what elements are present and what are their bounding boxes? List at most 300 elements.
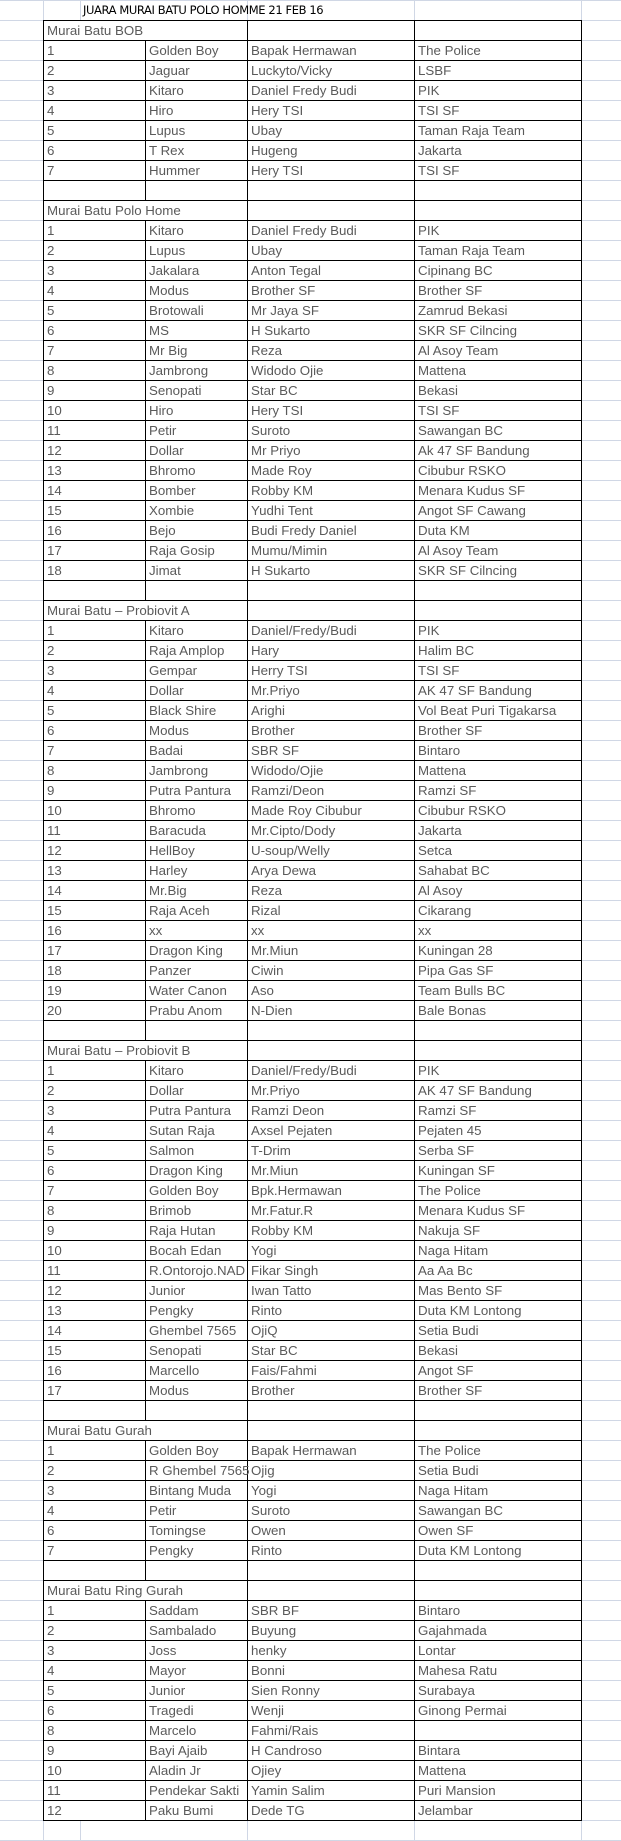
rank-cell[interactable]: 4 <box>44 1661 146 1681</box>
owner-cell[interactable]: Ramzi Deon <box>248 1101 415 1121</box>
bird-name-cell[interactable]: Kitaro <box>146 621 248 641</box>
rank-cell[interactable]: 9 <box>44 381 146 401</box>
team-cell[interactable]: Sahabat BC <box>415 861 582 881</box>
owner-cell[interactable]: Hary <box>248 641 415 661</box>
team-cell[interactable]: Ramzi SF <box>415 781 582 801</box>
rank-cell[interactable]: 7 <box>44 1541 146 1561</box>
empty-cell[interactable] <box>146 1021 248 1041</box>
owner-cell[interactable]: Iwan Tatto <box>248 1281 415 1301</box>
bird-name-cell[interactable]: Putra Pantura <box>146 1101 248 1121</box>
rank-cell[interactable]: 15 <box>44 901 146 921</box>
rank-cell[interactable]: 4 <box>44 101 146 121</box>
team-cell[interactable]: Jelambar <box>415 1801 582 1821</box>
rank-cell[interactable]: 7 <box>44 741 146 761</box>
owner-cell[interactable]: Star BC <box>248 1341 415 1361</box>
owner-cell[interactable]: Daniel/Fredy/Budi <box>248 1061 415 1081</box>
section-heading[interactable]: Murai Batu BOB <box>44 21 248 41</box>
team-cell[interactable]: SKR SF Cilncing <box>415 321 582 341</box>
team-cell[interactable]: PIK <box>415 221 582 241</box>
team-cell[interactable]: Halim BC <box>415 641 582 661</box>
bird-name-cell[interactable]: Jambrong <box>146 761 248 781</box>
team-cell[interactable]: Mahesa Ratu <box>415 1661 582 1681</box>
owner-cell[interactable]: Made Roy <box>248 461 415 481</box>
bird-name-cell[interactable]: Baracuda <box>146 821 248 841</box>
team-cell[interactable]: Kuningan SF <box>415 1161 582 1181</box>
team-cell[interactable]: Mas Bento SF <box>415 1281 582 1301</box>
bird-name-cell[interactable]: Dollar <box>146 441 248 461</box>
rank-cell[interactable]: 17 <box>44 941 146 961</box>
empty-cell[interactable] <box>44 1021 146 1041</box>
empty-cell[interactable] <box>415 1021 582 1041</box>
owner-cell[interactable]: Mr.Fatur.R <box>248 1201 415 1221</box>
rank-cell[interactable]: 6 <box>44 721 146 741</box>
bird-name-cell[interactable]: Prabu Anom <box>146 1001 248 1021</box>
team-cell[interactable]: Taman Raja Team <box>415 241 582 261</box>
bird-name-cell[interactable]: Senopati <box>146 381 248 401</box>
owner-cell[interactable]: Suroto <box>248 421 415 441</box>
owner-cell[interactable]: Reza <box>248 881 415 901</box>
owner-cell[interactable]: Bpk.Hermawan <box>248 1181 415 1201</box>
team-cell[interactable]: Duta KM Lontong <box>415 1301 582 1321</box>
team-cell[interactable]: Pipa Gas SF <box>415 961 582 981</box>
owner-cell[interactable]: Ciwin <box>248 961 415 981</box>
team-cell[interactable]: Mattena <box>415 1761 582 1781</box>
team-cell[interactable]: xx <box>415 921 582 941</box>
owner-cell[interactable]: Yogi <box>248 1481 415 1501</box>
bird-name-cell[interactable]: Mayor <box>146 1661 248 1681</box>
owner-cell[interactable]: Widodo Ojie <box>248 361 415 381</box>
team-cell[interactable]: AK 47 SF Bandung <box>415 1081 582 1101</box>
team-cell[interactable]: Owen SF <box>415 1521 582 1541</box>
owner-cell[interactable]: Aso <box>248 981 415 1001</box>
team-cell[interactable] <box>415 1721 582 1741</box>
bird-name-cell[interactable]: Raja Hutan <box>146 1221 248 1241</box>
bird-name-cell[interactable]: Jakalara <box>146 261 248 281</box>
owner-cell[interactable]: Herry TSI <box>248 661 415 681</box>
empty-cell[interactable] <box>146 181 248 201</box>
team-cell[interactable]: Sawangan BC <box>415 1501 582 1521</box>
rank-cell[interactable]: 12 <box>44 1281 146 1301</box>
team-cell[interactable]: Bintaro <box>415 741 582 761</box>
team-cell[interactable]: Angot SF Cawang <box>415 501 582 521</box>
owner-cell[interactable]: Fikar Singh <box>248 1261 415 1281</box>
team-cell[interactable]: SKR SF Cilncing <box>415 561 582 581</box>
rank-cell[interactable]: 9 <box>44 1741 146 1761</box>
empty-cell[interactable] <box>248 1021 415 1041</box>
owner-cell[interactable]: Mr.Priyo <box>248 1081 415 1101</box>
owner-cell[interactable]: Bapak Hermawan <box>248 1441 415 1461</box>
team-cell[interactable]: Naga Hitam <box>415 1241 582 1261</box>
rank-cell[interactable]: 12 <box>44 441 146 461</box>
section-heading[interactable]: Murai Batu – Probiovit A <box>44 601 248 621</box>
bird-name-cell[interactable]: Mr Big <box>146 341 248 361</box>
team-cell[interactable]: Bale Bonas <box>415 1001 582 1021</box>
team-cell[interactable]: Gajahmada <box>415 1621 582 1641</box>
team-cell[interactable]: The Police <box>415 1181 582 1201</box>
bird-name-cell[interactable]: Modus <box>146 1381 248 1401</box>
bird-name-cell[interactable]: Bhromo <box>146 461 248 481</box>
team-cell[interactable]: Cibubur RSKO <box>415 461 582 481</box>
empty-cell[interactable] <box>415 1581 582 1601</box>
team-cell[interactable]: Lontar <box>415 1641 582 1661</box>
empty-cell[interactable] <box>248 1561 415 1581</box>
bird-name-cell[interactable]: Petir <box>146 421 248 441</box>
bird-name-cell[interactable]: Kitaro <box>146 221 248 241</box>
owner-cell[interactable]: Arya Dewa <box>248 861 415 881</box>
rank-cell[interactable]: 15 <box>44 1341 146 1361</box>
team-cell[interactable]: Jakarta <box>415 141 582 161</box>
empty-cell[interactable] <box>248 21 415 41</box>
bird-name-cell[interactable]: Ghembel 7565 <box>146 1321 248 1341</box>
bird-name-cell[interactable]: Water Canon <box>146 981 248 1001</box>
rank-cell[interactable]: 14 <box>44 1321 146 1341</box>
owner-cell[interactable]: SBR SF <box>248 741 415 761</box>
team-cell[interactable]: Bintaro <box>415 1601 582 1621</box>
rank-cell[interactable]: 11 <box>44 421 146 441</box>
bird-name-cell[interactable]: Lupus <box>146 241 248 261</box>
team-cell[interactable]: Sawangan BC <box>415 421 582 441</box>
rank-cell[interactable]: 3 <box>44 261 146 281</box>
bird-name-cell[interactable]: Salmon <box>146 1141 248 1161</box>
bird-name-cell[interactable]: Kitaro <box>146 81 248 101</box>
rank-cell[interactable]: 1 <box>44 221 146 241</box>
owner-cell[interactable]: H Sukarto <box>248 561 415 581</box>
owner-cell[interactable]: Rizal <box>248 901 415 921</box>
bird-name-cell[interactable]: HellBoy <box>146 841 248 861</box>
rank-cell[interactable]: 4 <box>44 681 146 701</box>
team-cell[interactable]: AK 47 SF Bandung <box>415 681 582 701</box>
team-cell[interactable]: Pejaten 45 <box>415 1121 582 1141</box>
rank-cell[interactable]: 8 <box>44 1721 146 1741</box>
team-cell[interactable]: PIK <box>415 621 582 641</box>
team-cell[interactable]: Mattena <box>415 761 582 781</box>
bird-name-cell[interactable]: Pendekar Sakti <box>146 1781 248 1801</box>
rank-cell[interactable]: 18 <box>44 561 146 581</box>
bird-name-cell[interactable]: xx <box>146 921 248 941</box>
rank-cell[interactable]: 8 <box>44 761 146 781</box>
bird-name-cell[interactable]: Harley <box>146 861 248 881</box>
owner-cell[interactable]: Mr.Miun <box>248 941 415 961</box>
bird-name-cell[interactable]: Brotowali <box>146 301 248 321</box>
owner-cell[interactable]: Ojiey <box>248 1761 415 1781</box>
owner-cell[interactable]: Yamin Salim <box>248 1781 415 1801</box>
owner-cell[interactable]: Brother <box>248 721 415 741</box>
team-cell[interactable]: The Police <box>415 1441 582 1461</box>
owner-cell[interactable]: henky <box>248 1641 415 1661</box>
bird-name-cell[interactable]: Panzer <box>146 961 248 981</box>
owner-cell[interactable]: Mr.Miun <box>248 1161 415 1181</box>
rank-cell[interactable]: 10 <box>44 401 146 421</box>
rank-cell[interactable]: 2 <box>44 1621 146 1641</box>
rank-cell[interactable]: 18 <box>44 961 146 981</box>
owner-cell[interactable]: Widodo/Ojie <box>248 761 415 781</box>
bird-name-cell[interactable]: Golden Boy <box>146 1441 248 1461</box>
rank-cell[interactable]: 1 <box>44 1061 146 1081</box>
bird-name-cell[interactable]: Jaguar <box>146 61 248 81</box>
empty-cell[interactable] <box>415 1561 582 1581</box>
rank-cell[interactable]: 1 <box>44 41 146 61</box>
rank-cell[interactable]: 13 <box>44 861 146 881</box>
rank-cell[interactable]: 2 <box>44 1081 146 1101</box>
owner-cell[interactable]: Wenji <box>248 1701 415 1721</box>
team-cell[interactable]: Duta KM Lontong <box>415 1541 582 1561</box>
bird-name-cell[interactable]: Junior <box>146 1281 248 1301</box>
empty-cell[interactable] <box>415 1421 582 1441</box>
owner-cell[interactable]: SBR BF <box>248 1601 415 1621</box>
rank-cell[interactable]: 11 <box>44 821 146 841</box>
bird-name-cell[interactable]: Tomingse <box>146 1521 248 1541</box>
empty-cell[interactable] <box>146 581 248 601</box>
bird-name-cell[interactable]: Badai <box>146 741 248 761</box>
bird-name-cell[interactable]: Senopati <box>146 1341 248 1361</box>
rank-cell[interactable]: 4 <box>44 1121 146 1141</box>
rank-cell[interactable]: 12 <box>44 841 146 861</box>
team-cell[interactable]: Nakuja SF <box>415 1221 582 1241</box>
section-heading[interactable]: Murai Batu – Probiovit B <box>44 1041 248 1061</box>
bird-name-cell[interactable]: Kitaro <box>146 1061 248 1081</box>
rank-cell[interactable]: 6 <box>44 1701 146 1721</box>
section-heading[interactable]: Murai Batu Polo Home <box>44 201 248 221</box>
owner-cell[interactable]: N-Dien <box>248 1001 415 1021</box>
owner-cell[interactable]: Ubay <box>248 121 415 141</box>
rank-cell[interactable]: 17 <box>44 541 146 561</box>
team-cell[interactable]: Cikarang <box>415 901 582 921</box>
owner-cell[interactable]: Fahmi/Rais <box>248 1721 415 1741</box>
rank-cell[interactable]: 4 <box>44 281 146 301</box>
bird-name-cell[interactable]: Jambrong <box>146 361 248 381</box>
owner-cell[interactable]: Robby KM <box>248 1221 415 1241</box>
bird-name-cell[interactable]: Dollar <box>146 1081 248 1101</box>
team-cell[interactable]: Brother SF <box>415 1381 582 1401</box>
owner-cell[interactable]: Ubay <box>248 241 415 261</box>
rank-cell[interactable]: 9 <box>44 781 146 801</box>
rank-cell[interactable]: 2 <box>44 61 146 81</box>
empty-cell[interactable] <box>248 1401 415 1421</box>
team-cell[interactable]: Taman Raja Team <box>415 121 582 141</box>
empty-cell[interactable] <box>248 1581 415 1601</box>
rank-cell[interactable]: 11 <box>44 1261 146 1281</box>
bird-name-cell[interactable]: Aladin Jr <box>146 1761 248 1781</box>
owner-cell[interactable]: OjiQ <box>248 1321 415 1341</box>
empty-cell[interactable] <box>415 581 582 601</box>
rank-cell[interactable]: 13 <box>44 1301 146 1321</box>
empty-cell[interactable] <box>415 21 582 41</box>
team-cell[interactable]: Setia Budi <box>415 1321 582 1341</box>
owner-cell[interactable]: Daniel/Fredy/Budi <box>248 621 415 641</box>
owner-cell[interactable]: Ramzi/Deon <box>248 781 415 801</box>
bird-name-cell[interactable]: Petir <box>146 1501 248 1521</box>
owner-cell[interactable]: Arighi <box>248 701 415 721</box>
owner-cell[interactable]: Yogi <box>248 1241 415 1261</box>
team-cell[interactable]: Al Asoy <box>415 881 582 901</box>
owner-cell[interactable]: xx <box>248 921 415 941</box>
rank-cell[interactable]: 14 <box>44 481 146 501</box>
rank-cell[interactable]: 5 <box>44 301 146 321</box>
owner-cell[interactable]: Mumu/Mimin <box>248 541 415 561</box>
team-cell[interactable]: Brother SF <box>415 281 582 301</box>
owner-cell[interactable]: Star BC <box>248 381 415 401</box>
bird-name-cell[interactable]: Golden Boy <box>146 41 248 61</box>
team-cell[interactable]: Jakarta <box>415 821 582 841</box>
owner-cell[interactable]: Rinto <box>248 1301 415 1321</box>
team-cell[interactable]: Ginong Permai <box>415 1701 582 1721</box>
owner-cell[interactable]: Reza <box>248 341 415 361</box>
rank-cell[interactable]: 12 <box>44 1801 146 1821</box>
bird-name-cell[interactable]: Hiro <box>146 401 248 421</box>
empty-cell[interactable] <box>44 181 146 201</box>
bird-name-cell[interactable]: Bhromo <box>146 801 248 821</box>
team-cell[interactable]: Brother SF <box>415 721 582 741</box>
team-cell[interactable]: Menara Kudus SF <box>415 481 582 501</box>
bird-name-cell[interactable]: Raja Gosip <box>146 541 248 561</box>
owner-cell[interactable]: Hery TSI <box>248 401 415 421</box>
empty-cell[interactable] <box>248 581 415 601</box>
rank-cell[interactable]: 16 <box>44 1361 146 1381</box>
bird-name-cell[interactable]: Bomber <box>146 481 248 501</box>
owner-cell[interactable]: Brother SF <box>248 281 415 301</box>
rank-cell[interactable]: 2 <box>44 241 146 261</box>
rank-cell[interactable]: 4 <box>44 1501 146 1521</box>
bird-name-cell[interactable]: Joss <box>146 1641 248 1661</box>
team-cell[interactable]: Serba SF <box>415 1141 582 1161</box>
rank-cell[interactable]: 7 <box>44 161 146 181</box>
rank-cell[interactable]: 9 <box>44 1221 146 1241</box>
bird-name-cell[interactable]: Marcello <box>146 1361 248 1381</box>
bird-name-cell[interactable]: Bintang Muda <box>146 1481 248 1501</box>
owner-cell[interactable]: Bapak Hermawan <box>248 41 415 61</box>
rank-cell[interactable]: 16 <box>44 521 146 541</box>
rank-cell[interactable]: 2 <box>44 641 146 661</box>
empty-cell[interactable] <box>44 581 146 601</box>
bird-name-cell[interactable]: Putra Pantura <box>146 781 248 801</box>
owner-cell[interactable]: Robby KM <box>248 481 415 501</box>
team-cell[interactable]: Naga Hitam <box>415 1481 582 1501</box>
rank-cell[interactable]: 6 <box>44 321 146 341</box>
rank-cell[interactable]: 2 <box>44 1461 146 1481</box>
bird-name-cell[interactable]: R Ghembel 7565 <box>146 1461 248 1481</box>
bird-name-cell[interactable]: Hiro <box>146 101 248 121</box>
bird-name-cell[interactable]: Sambalado <box>146 1621 248 1641</box>
team-cell[interactable]: PIK <box>415 1061 582 1081</box>
owner-cell[interactable]: Daniel Fredy Budi <box>248 81 415 101</box>
empty-cell[interactable] <box>146 1401 248 1421</box>
owner-cell[interactable]: Daniel Fredy Budi <box>248 221 415 241</box>
team-cell[interactable]: Cibubur RSKO <box>415 801 582 821</box>
rank-cell[interactable]: 8 <box>44 1201 146 1221</box>
empty-cell[interactable] <box>248 1421 415 1441</box>
rank-cell[interactable]: 1 <box>44 1441 146 1461</box>
bird-name-cell[interactable]: Jimat <box>146 561 248 581</box>
owner-cell[interactable]: Hery TSI <box>248 101 415 121</box>
rank-cell[interactable]: 17 <box>44 1381 146 1401</box>
team-cell[interactable]: Puri Mansion <box>415 1781 582 1801</box>
rank-cell[interactable]: 5 <box>44 121 146 141</box>
rank-cell[interactable]: 3 <box>44 81 146 101</box>
team-cell[interactable]: TSI SF <box>415 661 582 681</box>
bird-name-cell[interactable]: Marcelo <box>146 1721 248 1741</box>
team-cell[interactable]: The Police <box>415 41 582 61</box>
empty-cell[interactable] <box>248 181 415 201</box>
rank-cell[interactable]: 14 <box>44 881 146 901</box>
bird-name-cell[interactable]: Junior <box>146 1681 248 1701</box>
rank-cell[interactable]: 3 <box>44 1101 146 1121</box>
team-cell[interactable]: LSBF <box>415 61 582 81</box>
rank-cell[interactable]: 8 <box>44 361 146 381</box>
rank-cell[interactable]: 7 <box>44 341 146 361</box>
bird-name-cell[interactable]: R.Ontorojo.NAD <box>146 1261 248 1281</box>
bird-name-cell[interactable]: Bayi Ajaib <box>146 1741 248 1761</box>
section-heading[interactable]: Murai Batu Ring Gurah <box>44 1581 248 1601</box>
rank-cell[interactable]: 10 <box>44 801 146 821</box>
rank-cell[interactable]: 1 <box>44 621 146 641</box>
empty-cell[interactable] <box>146 1561 248 1581</box>
owner-cell[interactable]: Bonni <box>248 1661 415 1681</box>
owner-cell[interactable]: Fais/Fahmi <box>248 1361 415 1381</box>
bird-name-cell[interactable]: T Rex <box>146 141 248 161</box>
owner-cell[interactable]: Buyung <box>248 1621 415 1641</box>
owner-cell[interactable]: Suroto <box>248 1501 415 1521</box>
rank-cell[interactable]: 3 <box>44 1641 146 1661</box>
bird-name-cell[interactable]: Bocah Edan <box>146 1241 248 1261</box>
team-cell[interactable]: TSI SF <box>415 161 582 181</box>
team-cell[interactable]: Setca <box>415 841 582 861</box>
team-cell[interactable]: Menara Kudus SF <box>415 1201 582 1221</box>
owner-cell[interactable]: Axsel Pejaten <box>248 1121 415 1141</box>
bird-name-cell[interactable]: MS <box>146 321 248 341</box>
team-cell[interactable]: Bintara <box>415 1741 582 1761</box>
owner-cell[interactable]: Sien Ronny <box>248 1681 415 1701</box>
bird-name-cell[interactable]: Bejo <box>146 521 248 541</box>
rank-cell[interactable]: 11 <box>44 1781 146 1801</box>
owner-cell[interactable]: Brother <box>248 1381 415 1401</box>
bird-name-cell[interactable]: Pengky <box>146 1301 248 1321</box>
owner-cell[interactable]: Made Roy Cibubur <box>248 801 415 821</box>
team-cell[interactable]: Duta KM <box>415 521 582 541</box>
owner-cell[interactable]: Yudhi Tent <box>248 501 415 521</box>
bird-name-cell[interactable]: Dollar <box>146 681 248 701</box>
bird-name-cell[interactable]: Black Shire <box>146 701 248 721</box>
bird-name-cell[interactable]: Xombie <box>146 501 248 521</box>
team-cell[interactable]: Mattena <box>415 361 582 381</box>
owner-cell[interactable]: Budi Fredy Daniel <box>248 521 415 541</box>
rank-cell[interactable]: 5 <box>44 1141 146 1161</box>
bird-name-cell[interactable]: Brimob <box>146 1201 248 1221</box>
rank-cell[interactable]: 5 <box>44 701 146 721</box>
team-cell[interactable]: Kuningan 28 <box>415 941 582 961</box>
owner-cell[interactable]: Hugeng <box>248 141 415 161</box>
bird-name-cell[interactable]: Hummer <box>146 161 248 181</box>
team-cell[interactable]: Bekasi <box>415 381 582 401</box>
rank-cell[interactable]: 10 <box>44 1241 146 1261</box>
rank-cell[interactable]: 20 <box>44 1001 146 1021</box>
empty-cell[interactable] <box>415 201 582 221</box>
team-cell[interactable]: TSI SF <box>415 101 582 121</box>
bird-name-cell[interactable]: Mr.Big <box>146 881 248 901</box>
empty-cell[interactable] <box>415 601 582 621</box>
bird-name-cell[interactable]: Pengky <box>146 1541 248 1561</box>
bird-name-cell[interactable]: Paku Bumi <box>146 1801 248 1821</box>
empty-cell[interactable] <box>248 201 415 221</box>
owner-cell[interactable]: Ojig <box>248 1461 415 1481</box>
bird-name-cell[interactable]: Dragon King <box>146 941 248 961</box>
rank-cell[interactable]: 3 <box>44 1481 146 1501</box>
bird-name-cell[interactable]: Lupus <box>146 121 248 141</box>
owner-cell[interactable]: Mr.Priyo <box>248 681 415 701</box>
section-heading[interactable]: Murai Batu Gurah <box>44 1421 248 1441</box>
empty-cell[interactable] <box>415 1041 582 1061</box>
bird-name-cell[interactable]: Tragedi <box>146 1701 248 1721</box>
rank-cell[interactable]: 1 <box>44 1601 146 1621</box>
